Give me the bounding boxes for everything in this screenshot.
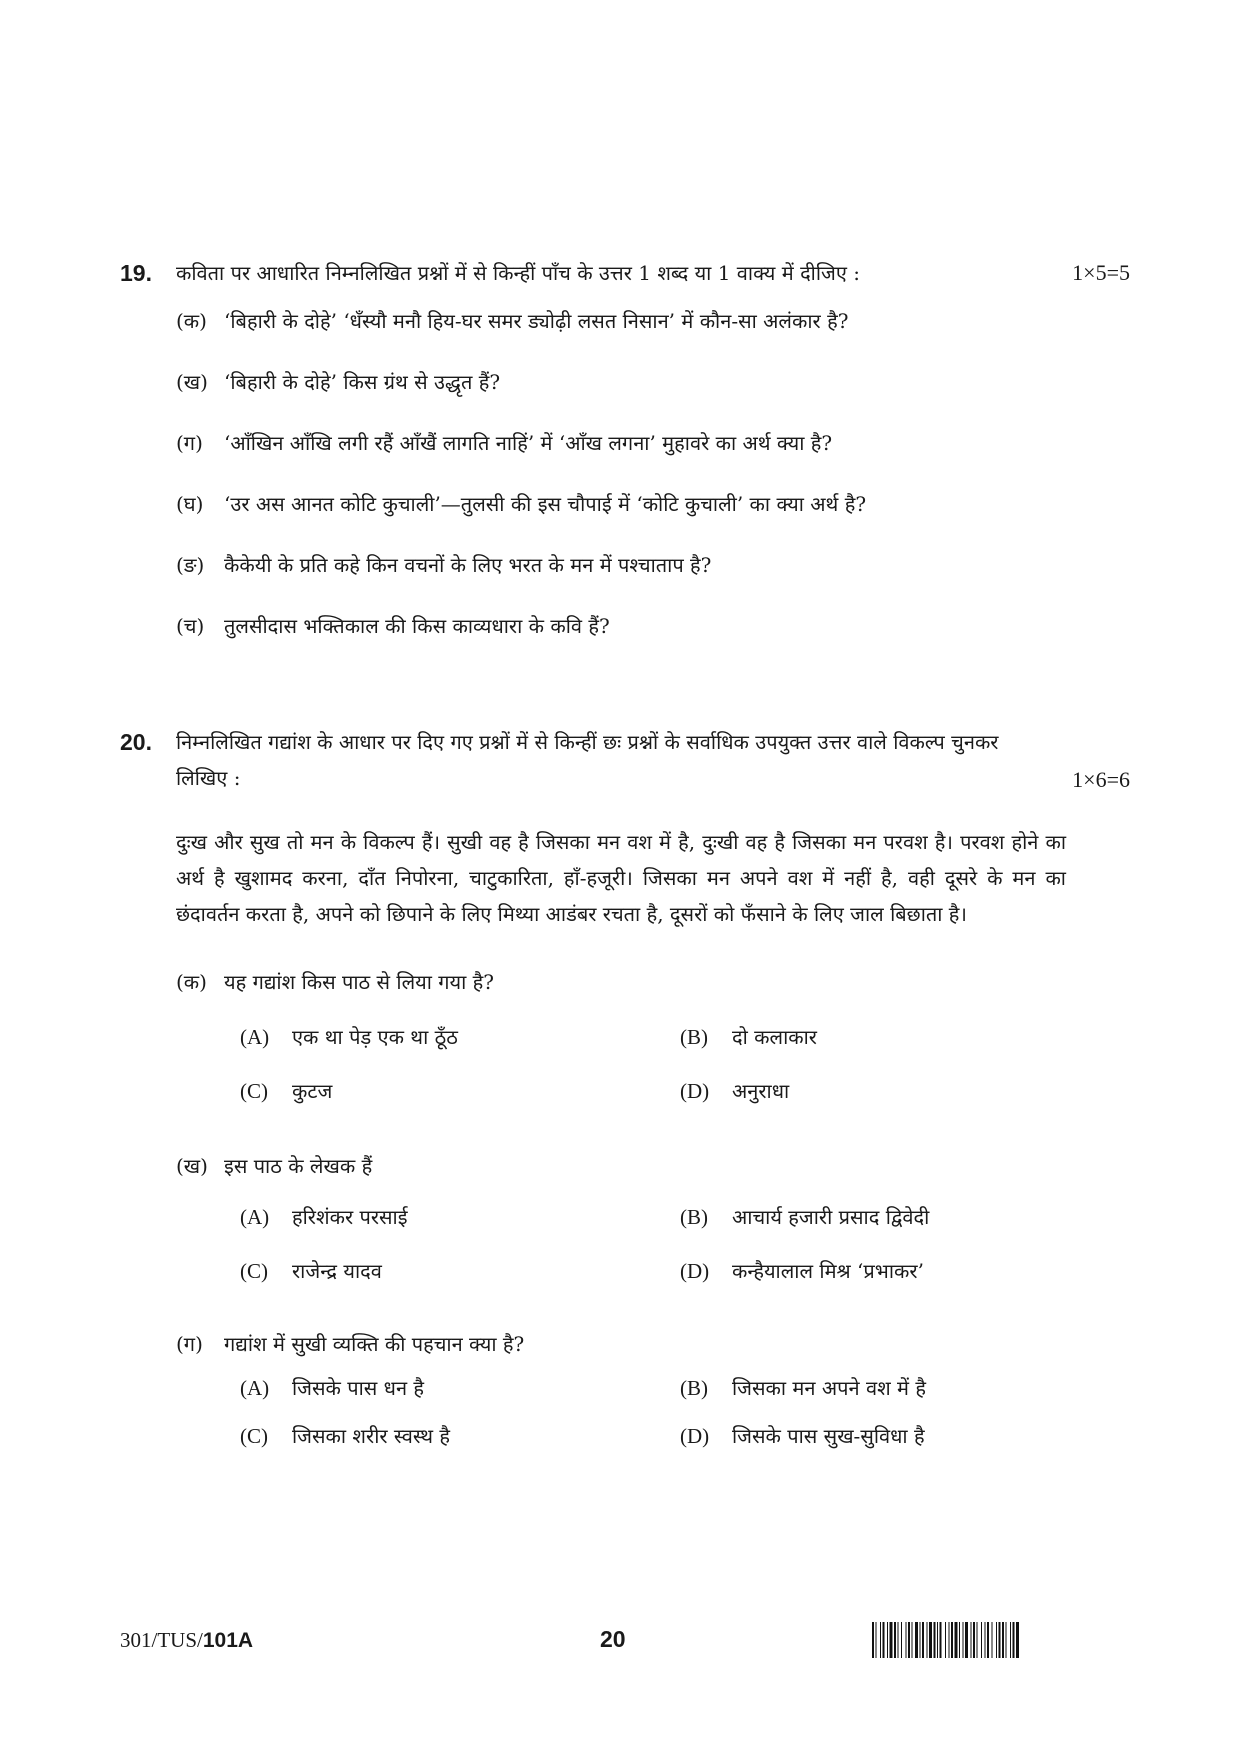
page-footer <box>120 1622 1130 1662</box>
option <box>680 1010 1080 1064</box>
option-text: दो कलाकार <box>732 1025 817 1049</box>
option <box>240 1244 680 1298</box>
option-text: जिसका मन अपने वश में है <box>732 1376 926 1400</box>
option <box>240 1412 680 1460</box>
marks-allocation: 1×5=5 <box>1072 260 1130 285</box>
options-grid <box>240 1010 1130 1118</box>
option <box>680 1244 1080 1298</box>
sub-question-label: (ङ) <box>176 553 205 577</box>
question-number: 20. <box>120 729 152 755</box>
options-grid <box>240 1190 1130 1298</box>
option-label: (D) <box>680 1079 710 1103</box>
question-20-header <box>120 724 1130 796</box>
barcode-icon <box>872 1622 1130 1658</box>
sub-question-label: (ग) <box>176 1332 203 1356</box>
sub-question <box>120 606 1130 646</box>
sub-question-label: (घ) <box>176 492 204 516</box>
sub-question-text: ‘बिहारी के दोहे’ ‘धँस्यौ मनौ हिय-घर समर ड्योढ़ी लसत निसान’ में कौन-सा अलंकार है? <box>224 309 849 333</box>
question-20 <box>120 724 1130 1460</box>
option <box>240 1064 680 1118</box>
paper-code-prefix: 301/TUS/ <box>120 1628 203 1652</box>
option-label: (D) <box>680 1424 710 1448</box>
marks-allocation: 1×6=6 <box>1072 767 1130 792</box>
option <box>240 1190 680 1244</box>
sub-question <box>120 962 1130 1002</box>
option-text: अनुराधा <box>732 1079 790 1103</box>
sub-question-text: तुलसीदास भक्तिकाल की किस काव्यधारा के कवि हैं? <box>224 614 610 638</box>
option-text: जिसके पास धन है <box>292 1376 425 1400</box>
options-grid <box>240 1364 1130 1460</box>
sub-question <box>120 545 1130 585</box>
question-19-header <box>120 255 1130 291</box>
sub-question-text: ‘बिहारी के दोहे’ किस ग्रंथ से उद्धृत हैं? <box>224 370 501 394</box>
option <box>240 1010 680 1064</box>
question-number: 19. <box>120 260 152 286</box>
sub-question-text: गद्यांश में सुखी व्यक्ति की पहचान क्या है? <box>224 1332 525 1356</box>
question-instruction: कविता पर आधारित निम्नलिखित प्रश्नों में से किन्हीं पाँच के उत्तर 1 शब्द या 1 वाक्य में दीजिए : <box>176 261 861 285</box>
option-label: (C) <box>240 1424 268 1448</box>
option-text: राजेन्द्र यादव <box>292 1259 382 1283</box>
option-text: एक था पेड़ एक था ठूँठ <box>292 1025 458 1049</box>
option <box>680 1412 1080 1460</box>
option <box>240 1364 680 1412</box>
paper-code-suffix: 101A <box>202 1629 254 1652</box>
sub-question-label: (क) <box>176 970 207 994</box>
sub-question-label: (क) <box>176 309 207 333</box>
option-text: हरिशंकर परसाई <box>292 1205 408 1229</box>
option-label: (B) <box>680 1205 708 1229</box>
option-label: (C) <box>240 1259 268 1283</box>
sub-question <box>120 1146 1130 1186</box>
sub-question-text: ‘आँखिन आँखि लगी रहैं आँखैं लागति नाहिं’ में ‘आँख लगना’ मुहावरे का अर्थ क्या है? <box>224 431 833 455</box>
option-label: (C) <box>240 1079 268 1103</box>
sub-question-text: कैकेयी के प्रति कहे किन वचनों के लिए भरत के मन में पश्चाताप है? <box>224 553 712 577</box>
sub-question <box>120 362 1130 402</box>
sub-question-label: (च) <box>176 614 205 638</box>
option-label: (B) <box>680 1376 708 1400</box>
option-text: जिसके पास सुख-सुविधा है <box>732 1424 925 1448</box>
option-text: कन्हैयालाल मिश्र ‘प्रभाकर’ <box>732 1259 924 1283</box>
page-number: 20 <box>600 1626 626 1652</box>
option <box>680 1364 1080 1412</box>
sub-question-text: ‘उर अस आनत कोटि कुचाली’—तुलसी की इस चौपाई में ‘कोटि कुचाली’ का क्या अर्थ है? <box>224 492 867 516</box>
sub-question <box>120 301 1130 341</box>
sub-question-label: (ख) <box>176 1154 208 1178</box>
option-text: कुटज <box>292 1079 333 1103</box>
sub-question <box>120 423 1130 463</box>
paper-code <box>120 1628 253 1653</box>
option-text: आचार्य हजारी प्रसाद द्विवेदी <box>732 1205 930 1229</box>
sub-question <box>120 1324 1130 1364</box>
option-label: (A) <box>240 1376 270 1400</box>
option-label: (D) <box>680 1259 710 1283</box>
question-instruction: निम्नलिखित गद्यांश के आधार पर दिए गए प्रश्नों में से किन्हीं छः प्रश्नों के सर्वाधिक उपयुक्त उत्तर वाले विकल्प चुनकर लिखिए : <box>176 730 999 790</box>
option-text: जिसका शरीर स्वस्थ है <box>292 1424 450 1448</box>
question-19 <box>120 255 1130 646</box>
option <box>680 1190 1080 1244</box>
option-label: (A) <box>240 1025 270 1049</box>
option <box>680 1064 1080 1118</box>
sub-question-text: यह गद्यांश किस पाठ से लिया गया है? <box>224 970 495 994</box>
sub-question <box>120 484 1130 524</box>
sub-question-text: इस पाठ के लेखक हैं <box>224 1154 373 1178</box>
sub-question-label: (ग) <box>176 431 203 455</box>
option-label: (A) <box>240 1205 270 1229</box>
passage: दुःख और सुख तो मन के विकल्प हैं। सुखी वह है जिसका मन वश में है, दुःखी वह है जिसका मन परवश है। परवश होने का अर्थ है खुशामद करना, दाँत निपोरना, चाटुकारिता, हाँ-हजूरी। जिसका मन अपने वश में नहीं है, वही दूसरे के मन का छंदावर्तन करता है, अपने को छिपाने के लिए मिथ्या आडंबर रचता है, दूसरों को फँसाने के लिए जाल बिछाता है। <box>176 830 1066 926</box>
sub-question-label: (ख) <box>176 370 208 394</box>
option-label: (B) <box>680 1025 708 1049</box>
